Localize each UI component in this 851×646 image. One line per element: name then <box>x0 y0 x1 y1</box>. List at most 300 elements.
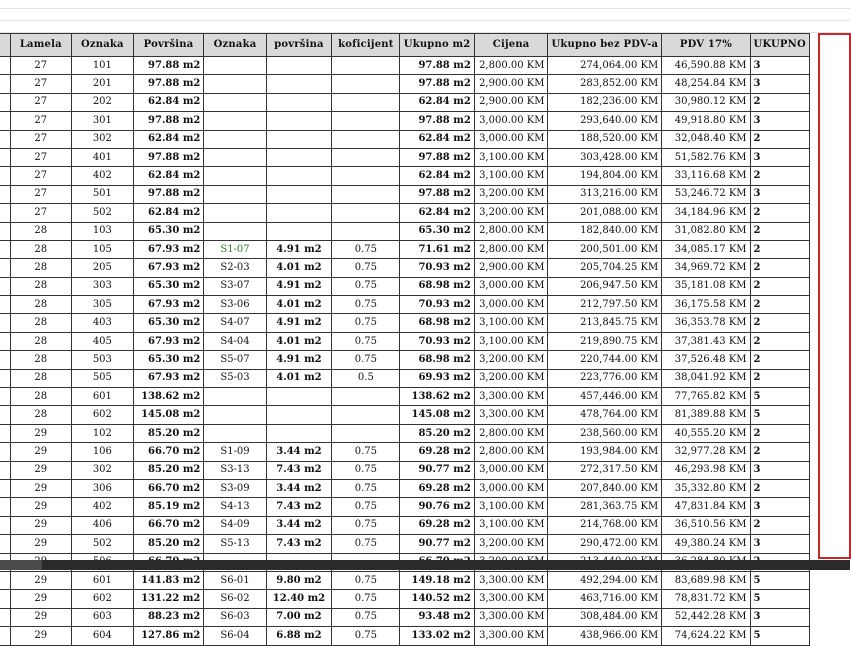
cell-ukupno-bez-pdv[interactable]: 200,501.00 KM <box>548 240 662 258</box>
cell-ukupno[interactable]: 2 <box>750 240 809 258</box>
cell-koficijent[interactable] <box>332 112 400 130</box>
cell-pdv[interactable]: 40,555.20 KM <box>662 424 750 442</box>
cell-povrsina-ostava[interactable] <box>266 93 332 111</box>
cell-ukupno[interactable]: 2 <box>750 424 809 442</box>
header-stan[interactable] <box>0 34 10 57</box>
cell-ukupno[interactable]: 2 <box>750 314 809 332</box>
header-ukupno[interactable]: UKUPNO <box>750 34 809 57</box>
cell-oznaka-ostava[interactable]: S6-03 <box>204 608 266 626</box>
cell-oznaka[interactable]: 602 <box>71 406 133 424</box>
cell-stan[interactable] <box>0 608 10 626</box>
cell-oznaka-ostava[interactable]: S6-02 <box>204 590 266 608</box>
cell-koficijent[interactable]: 0.75 <box>332 479 400 497</box>
cell-koficijent[interactable]: 0.75 <box>332 277 400 295</box>
cell-cijena[interactable]: 3,000.00 KM <box>474 130 548 148</box>
cell-ukupno-bez-pdv[interactable]: 272,317.50 KM <box>548 461 662 479</box>
cell-stan[interactable] <box>0 240 10 258</box>
cell-oznaka[interactable]: 601 <box>71 571 133 589</box>
cell-lamela[interactable]: 28 <box>10 314 71 332</box>
cell-ukupno-bez-pdv[interactable]: 213,845.75 KM <box>548 314 662 332</box>
cell-stan[interactable] <box>0 314 10 332</box>
cell-pdv[interactable]: 36,175.58 KM <box>662 296 750 314</box>
cell-pdv[interactable]: 46,293.98 KM <box>662 461 750 479</box>
cell-lamela[interactable]: 27 <box>10 185 71 203</box>
cell-povrsina[interactable]: 67.93 m2 <box>133 259 204 277</box>
cell-cijena[interactable]: 3,000.00 KM <box>474 296 548 314</box>
cell-oznaka[interactable]: 406 <box>71 516 133 534</box>
cell-ukupno[interactable]: 2 <box>750 259 809 277</box>
cell-povrsina-ostava[interactable] <box>266 406 332 424</box>
cell-ukupno-bez-pdv[interactable]: 478,764.00 KM <box>548 406 662 424</box>
cell-stan[interactable] <box>0 516 10 534</box>
cell-stan[interactable] <box>0 332 10 350</box>
cell-povrsina[interactable]: 97.88 m2 <box>133 148 204 166</box>
cell-cijena[interactable]: 3,300.00 KM <box>474 406 548 424</box>
cell-povrsina-ostava[interactable] <box>266 112 332 130</box>
cell-ukupno-m2[interactable]: 149.18 m2 <box>400 571 474 589</box>
cell-lamela[interactable]: 27 <box>10 130 71 148</box>
cell-lamela[interactable]: 28 <box>10 240 71 258</box>
cell-oznaka-ostava[interactable] <box>204 148 266 166</box>
cell-lamela[interactable]: 27 <box>10 167 71 185</box>
cell-povrsina-ostava[interactable]: 4.91 m2 <box>266 277 332 295</box>
cell-povrsina[interactable]: 85.20 m2 <box>133 424 204 442</box>
cell-ukupno[interactable]: 2 <box>750 93 809 111</box>
cell-oznaka-ostava[interactable]: S5-07 <box>204 351 266 369</box>
cell-ukupno-m2[interactable]: 71.61 m2 <box>400 240 474 258</box>
cell-ukupno[interactable]: 5 <box>750 627 809 645</box>
cell-stan[interactable] <box>0 185 10 203</box>
cell-ukupno-bez-pdv[interactable]: 182,236.00 KM <box>548 93 662 111</box>
cell-pdv[interactable]: 32,048.40 KM <box>662 130 750 148</box>
cell-lamela[interactable]: 28 <box>10 277 71 295</box>
cell-ukupno-m2[interactable]: 62.84 m2 <box>400 167 474 185</box>
cell-cijena[interactable]: 3,100.00 KM <box>474 167 548 185</box>
cell-lamela[interactable]: 28 <box>10 369 71 387</box>
cell-oznaka-ostava[interactable] <box>204 406 266 424</box>
cell-lamela[interactable]: 29 <box>10 461 71 479</box>
cell-povrsina-ostava[interactable]: 3.44 m2 <box>266 443 332 461</box>
cell-povrsina[interactable]: 97.88 m2 <box>133 185 204 203</box>
cell-ukupno-bez-pdv[interactable]: 182,840.00 KM <box>548 222 662 240</box>
cell-povrsina[interactable]: 97.88 m2 <box>133 112 204 130</box>
cell-ukupno-m2[interactable]: 69.28 m2 <box>400 516 474 534</box>
cell-oznaka[interactable]: 205 <box>71 259 133 277</box>
cell-koficijent[interactable]: 0.75 <box>332 498 400 516</box>
cell-lamela[interactable]: 29 <box>10 479 71 497</box>
cell-oznaka[interactable]: 502 <box>71 204 133 222</box>
cell-ukupno-m2[interactable]: 85.20 m2 <box>400 424 474 442</box>
cell-oznaka[interactable]: 201 <box>71 75 133 93</box>
cell-stan[interactable] <box>0 351 10 369</box>
cell-cijena[interactable]: 3,000.00 KM <box>474 479 548 497</box>
cell-pdv[interactable]: 33,116.68 KM <box>662 167 750 185</box>
cell-cijena[interactable]: 3,100.00 KM <box>474 332 548 350</box>
cell-stan[interactable] <box>0 259 10 277</box>
cell-povrsina[interactable]: 62.84 m2 <box>133 93 204 111</box>
cell-povrsina[interactable]: 88.23 m2 <box>133 608 204 626</box>
cell-pdv[interactable]: 53,246.72 KM <box>662 185 750 203</box>
cell-pdv[interactable]: 34,969.72 KM <box>662 259 750 277</box>
cell-oznaka[interactable]: 303 <box>71 277 133 295</box>
cell-lamela[interactable]: 28 <box>10 296 71 314</box>
cell-lamela[interactable]: 27 <box>10 204 71 222</box>
cell-stan[interactable] <box>0 424 10 442</box>
cell-oznaka[interactable]: 601 <box>71 388 133 406</box>
cell-cijena[interactable]: 3,300.00 KM <box>474 627 548 645</box>
cell-ukupno-m2[interactable]: 65.30 m2 <box>400 222 474 240</box>
cell-povrsina[interactable]: 65.30 m2 <box>133 351 204 369</box>
cell-oznaka-ostava[interactable] <box>204 130 266 148</box>
cell-ukupno[interactable]: 5 <box>750 590 809 608</box>
cell-stan[interactable] <box>0 204 10 222</box>
cell-cijena[interactable]: 3,300.00 KM <box>474 608 548 626</box>
cell-oznaka-ostava[interactable] <box>204 185 266 203</box>
cell-koficijent[interactable]: 0.75 <box>332 571 400 589</box>
cell-povrsina-ostava[interactable]: 7.43 m2 <box>266 535 332 553</box>
cell-pdv[interactable]: 31,082.80 KM <box>662 222 750 240</box>
cell-cijena[interactable]: 3,000.00 KM <box>474 277 548 295</box>
cell-ukupno-m2[interactable]: 69.93 m2 <box>400 369 474 387</box>
cell-ukupno-m2[interactable]: 97.88 m2 <box>400 112 474 130</box>
cell-oznaka-ostava[interactable]: S6-01 <box>204 571 266 589</box>
cell-cijena[interactable]: 3,200.00 KM <box>474 351 548 369</box>
cell-povrsina[interactable]: 97.88 m2 <box>133 57 204 75</box>
cell-ukupno-m2[interactable]: 145.08 m2 <box>400 406 474 424</box>
cell-koficijent[interactable]: 0.75 <box>332 259 400 277</box>
cell-oznaka-ostava[interactable] <box>204 388 266 406</box>
cell-ukupno-bez-pdv[interactable]: 293,640.00 KM <box>548 112 662 130</box>
cell-pdv[interactable]: 38,041.92 KM <box>662 369 750 387</box>
cell-ukupno-bez-pdv[interactable]: 220,744.00 KM <box>548 351 662 369</box>
cell-ukupno-m2[interactable]: 68.98 m2 <box>400 277 474 295</box>
cell-povrsina-ostava[interactable] <box>266 185 332 203</box>
cell-ukupno[interactable]: 2 <box>750 204 809 222</box>
cell-pdv[interactable]: 51,582.76 KM <box>662 148 750 166</box>
cell-pdv[interactable]: 81,389.88 KM <box>662 406 750 424</box>
cell-pdv[interactable]: 78,831.72 KM <box>662 590 750 608</box>
cell-pdv[interactable]: 35,181.08 KM <box>662 277 750 295</box>
cell-pdv[interactable]: 74,624.22 KM <box>662 627 750 645</box>
cell-ukupno-m2[interactable]: 97.88 m2 <box>400 57 474 75</box>
cell-povrsina[interactable]: 65.30 m2 <box>133 277 204 295</box>
cell-lamela[interactable]: 27 <box>10 148 71 166</box>
cell-cijena[interactable]: 3,000.00 KM <box>474 112 548 130</box>
cell-koficijent[interactable]: 0.75 <box>332 314 400 332</box>
cell-ukupno-bez-pdv[interactable]: 274,064.00 KM <box>548 57 662 75</box>
header-ukupno-bez-pdv[interactable]: Ukupno bez PDV-a <box>548 34 662 57</box>
cell-oznaka[interactable]: 101 <box>71 57 133 75</box>
cell-povrsina[interactable]: 145.08 m2 <box>133 406 204 424</box>
cell-pdv[interactable]: 35,332.80 KM <box>662 479 750 497</box>
cell-ukupno-bez-pdv[interactable]: 303,428.00 KM <box>548 148 662 166</box>
cell-cijena[interactable]: 3,300.00 KM <box>474 571 548 589</box>
cell-povrsina-ostava[interactable]: 4.01 m2 <box>266 332 332 350</box>
cell-oznaka-ostava[interactable] <box>204 57 266 75</box>
cell-povrsina[interactable]: 62.84 m2 <box>133 167 204 185</box>
cell-oznaka[interactable]: 405 <box>71 332 133 350</box>
cell-povrsina-ostava[interactable]: 4.91 m2 <box>266 351 332 369</box>
cell-stan[interactable] <box>0 590 10 608</box>
cell-oznaka[interactable]: 403 <box>71 314 133 332</box>
cell-koficijent[interactable]: 0.75 <box>332 516 400 534</box>
cell-ukupno-m2[interactable]: 69.28 m2 <box>400 479 474 497</box>
cell-povrsina-ostava[interactable]: 12.40 m2 <box>266 590 332 608</box>
cell-povrsina-ostava[interactable] <box>266 204 332 222</box>
cell-oznaka[interactable]: 105 <box>71 240 133 258</box>
cell-oznaka-ostava[interactable] <box>204 222 266 240</box>
cell-ukupno-bez-pdv[interactable]: 188,520.00 KM <box>548 130 662 148</box>
cell-povrsina-ostava[interactable] <box>266 424 332 442</box>
cell-stan[interactable] <box>0 148 10 166</box>
cell-ukupno[interactable]: 5 <box>750 571 809 589</box>
cell-koficijent[interactable] <box>332 388 400 406</box>
cell-ukupno-m2[interactable]: 90.77 m2 <box>400 461 474 479</box>
header-pdv[interactable]: PDV 17% <box>662 34 750 57</box>
cell-ukupno-bez-pdv[interactable]: 281,363.75 KM <box>548 498 662 516</box>
cell-povrsina[interactable]: 141.83 m2 <box>133 571 204 589</box>
cell-ukupno[interactable]: 2 <box>750 516 809 534</box>
cell-povrsina-ostava[interactable]: 4.91 m2 <box>266 314 332 332</box>
cell-oznaka-ostava[interactable]: S1-09 <box>204 443 266 461</box>
cell-oznaka-ostava[interactable]: S4-09 <box>204 516 266 534</box>
cell-povrsina[interactable]: 85.20 m2 <box>133 535 204 553</box>
cell-lamela[interactable]: 29 <box>10 516 71 534</box>
cell-lamela[interactable]: 29 <box>10 424 71 442</box>
cell-stan[interactable] <box>0 571 10 589</box>
cell-koficijent[interactable] <box>332 57 400 75</box>
cell-koficijent[interactable] <box>332 424 400 442</box>
cell-ukupno-bez-pdv[interactable]: 283,852.00 KM <box>548 75 662 93</box>
cell-stan[interactable] <box>0 112 10 130</box>
sheet-tab[interactable] <box>0 560 42 570</box>
cell-koficijent[interactable] <box>332 222 400 240</box>
cell-ukupno[interactable]: 2 <box>750 277 809 295</box>
cell-ukupno-m2[interactable]: 97.88 m2 <box>400 185 474 203</box>
cell-pdv[interactable]: 83,689.98 KM <box>662 571 750 589</box>
cell-ukupno-bez-pdv[interactable]: 212,797.50 KM <box>548 296 662 314</box>
cell-cijena[interactable]: 3,000.00 KM <box>474 461 548 479</box>
cell-oznaka-ostava[interactable] <box>204 167 266 185</box>
cell-koficijent[interactable] <box>332 93 400 111</box>
cell-lamela[interactable]: 29 <box>10 443 71 461</box>
cell-povrsina-ostava[interactable] <box>266 222 332 240</box>
header-ukupno-m2[interactable]: Ukupno m2 <box>400 34 474 57</box>
cell-oznaka[interactable]: 505 <box>71 369 133 387</box>
cell-povrsina-ostava[interactable] <box>266 388 332 406</box>
cell-ukupno-bez-pdv[interactable]: 201,088.00 KM <box>548 204 662 222</box>
cell-povrsina[interactable]: 127.86 m2 <box>133 627 204 645</box>
cell-lamela[interactable]: 28 <box>10 222 71 240</box>
cell-ukupno-m2[interactable]: 140.52 m2 <box>400 590 474 608</box>
cell-cijena[interactable]: 3,200.00 KM <box>474 535 548 553</box>
cell-povrsina[interactable]: 66.70 m2 <box>133 443 204 461</box>
cell-koficijent[interactable] <box>332 75 400 93</box>
cell-povrsina-ostava[interactable]: 4.91 m2 <box>266 240 332 258</box>
cell-koficijent[interactable] <box>332 148 400 166</box>
cell-povrsina[interactable]: 62.84 m2 <box>133 130 204 148</box>
cell-ukupno-bez-pdv[interactable]: 492,294.00 KM <box>548 571 662 589</box>
cell-ukupno-m2[interactable]: 90.77 m2 <box>400 535 474 553</box>
cell-ukupno-bez-pdv[interactable]: 219,890.75 KM <box>548 332 662 350</box>
cell-koficijent[interactable] <box>332 406 400 424</box>
cell-stan[interactable] <box>0 167 10 185</box>
cell-lamela[interactable]: 27 <box>10 75 71 93</box>
cell-ukupno[interactable]: 3 <box>750 112 809 130</box>
cell-ukupno[interactable]: 3 <box>750 498 809 516</box>
cell-lamela[interactable]: 29 <box>10 571 71 589</box>
cell-ukupno-bez-pdv[interactable]: 205,704.25 KM <box>548 259 662 277</box>
cell-oznaka[interactable]: 502 <box>71 535 133 553</box>
cell-ukupno-bez-pdv[interactable]: 206,947.50 KM <box>548 277 662 295</box>
cell-povrsina[interactable]: 66.70 m2 <box>133 479 204 497</box>
cell-cijena[interactable]: 3,100.00 KM <box>474 498 548 516</box>
cell-lamela[interactable]: 28 <box>10 351 71 369</box>
cell-povrsina-ostava[interactable]: 4.01 m2 <box>266 296 332 314</box>
cell-pdv[interactable]: 48,254.84 KM <box>662 75 750 93</box>
cell-stan[interactable] <box>0 388 10 406</box>
cell-lamela[interactable]: 29 <box>10 608 71 626</box>
cell-ukupno-bez-pdv[interactable]: 238,560.00 KM <box>548 424 662 442</box>
cell-ukupno-m2[interactable]: 90.76 m2 <box>400 498 474 516</box>
header-povrsina-2[interactable]: površina <box>266 34 332 57</box>
cell-ukupno-m2[interactable]: 70.93 m2 <box>400 296 474 314</box>
cell-ukupno[interactable]: 2 <box>750 167 809 185</box>
cell-povrsina-ostava[interactable]: 4.01 m2 <box>266 259 332 277</box>
header-oznaka[interactable]: Oznaka <box>71 34 133 57</box>
cell-ukupno-m2[interactable]: 69.28 m2 <box>400 443 474 461</box>
cell-povrsina[interactable]: 65.30 m2 <box>133 222 204 240</box>
cell-cijena[interactable]: 2,900.00 KM <box>474 259 548 277</box>
cell-ukupno[interactable]: 2 <box>750 443 809 461</box>
cell-povrsina[interactable]: 65.30 m2 <box>133 314 204 332</box>
cell-stan[interactable] <box>0 479 10 497</box>
cell-oznaka[interactable]: 103 <box>71 222 133 240</box>
cell-ukupno-bez-pdv[interactable]: 438,966.00 KM <box>548 627 662 645</box>
cell-oznaka-ostava[interactable]: S2-03 <box>204 259 266 277</box>
cell-oznaka-ostava[interactable]: S4-04 <box>204 332 266 350</box>
cell-lamela[interactable]: 28 <box>10 388 71 406</box>
cell-oznaka[interactable]: 604 <box>71 627 133 645</box>
cell-ukupno[interactable]: 2 <box>750 296 809 314</box>
cell-ukupno[interactable]: 2 <box>750 130 809 148</box>
cell-ukupno-bez-pdv[interactable]: 194,804.00 KM <box>548 167 662 185</box>
cell-ukupno-m2[interactable]: 93.48 m2 <box>400 608 474 626</box>
cell-cijena[interactable]: 3,300.00 KM <box>474 590 548 608</box>
cell-povrsina-ostava[interactable] <box>266 75 332 93</box>
cell-oznaka-ostava[interactable] <box>204 424 266 442</box>
cell-koficijent[interactable] <box>332 185 400 203</box>
cell-oznaka-ostava[interactable]: S1-07 <box>204 240 266 258</box>
cell-ukupno-m2[interactable]: 62.84 m2 <box>400 93 474 111</box>
cell-lamela[interactable]: 29 <box>10 627 71 645</box>
cell-oznaka-ostava[interactable]: S5-13 <box>204 535 266 553</box>
cell-povrsina-ostava[interactable]: 7.43 m2 <box>266 461 332 479</box>
header-cijena[interactable]: Cijena <box>474 34 548 57</box>
cell-ukupno-m2[interactable]: 68.98 m2 <box>400 314 474 332</box>
cell-ukupno[interactable]: 3 <box>750 185 809 203</box>
cell-cijena[interactable]: 2,800.00 KM <box>474 57 548 75</box>
cell-oznaka[interactable]: 602 <box>71 590 133 608</box>
cell-ukupno-m2[interactable]: 70.93 m2 <box>400 259 474 277</box>
cell-oznaka[interactable]: 302 <box>71 461 133 479</box>
cell-ukupno-m2[interactable]: 62.84 m2 <box>400 204 474 222</box>
cell-oznaka[interactable]: 102 <box>71 424 133 442</box>
cell-oznaka[interactable]: 401 <box>71 148 133 166</box>
cell-povrsina[interactable]: 67.93 m2 <box>133 240 204 258</box>
cell-ukupno[interactable]: 2 <box>750 369 809 387</box>
cell-ukupno-bez-pdv[interactable]: 207,840.00 KM <box>548 479 662 497</box>
cell-stan[interactable] <box>0 93 10 111</box>
cell-lamela[interactable]: 29 <box>10 590 71 608</box>
cell-povrsina[interactable]: 67.93 m2 <box>133 369 204 387</box>
cell-cijena[interactable]: 3,100.00 KM <box>474 148 548 166</box>
cell-povrsina[interactable]: 67.93 m2 <box>133 296 204 314</box>
cell-pdv[interactable]: 52,442.28 KM <box>662 608 750 626</box>
cell-lamela[interactable]: 29 <box>10 535 71 553</box>
cell-ukupno[interactable]: 5 <box>750 406 809 424</box>
cell-ukupno[interactable]: 2 <box>750 222 809 240</box>
cell-ukupno-m2[interactable]: 97.88 m2 <box>400 148 474 166</box>
sheet-tab-bar[interactable] <box>0 560 850 570</box>
cell-ukupno-bez-pdv[interactable]: 290,472.00 KM <box>548 535 662 553</box>
cell-povrsina-ostava[interactable]: 3.44 m2 <box>266 479 332 497</box>
cell-ukupno-bez-pdv[interactable]: 463,716.00 KM <box>548 590 662 608</box>
cell-povrsina-ostava[interactable] <box>266 130 332 148</box>
cell-lamela[interactable]: 29 <box>10 498 71 516</box>
header-oznaka-2[interactable]: Oznaka <box>204 34 266 57</box>
cell-oznaka-ostava[interactable]: S3-07 <box>204 277 266 295</box>
cell-stan[interactable] <box>0 75 10 93</box>
cell-oznaka[interactable]: 305 <box>71 296 133 314</box>
cell-koficijent[interactable] <box>332 204 400 222</box>
cell-cijena[interactable]: 2,800.00 KM <box>474 240 548 258</box>
cell-pdv[interactable]: 34,184.96 KM <box>662 204 750 222</box>
cell-ukupno[interactable]: 2 <box>750 332 809 350</box>
cell-oznaka[interactable]: 106 <box>71 443 133 461</box>
cell-koficijent[interactable] <box>332 130 400 148</box>
cell-ukupno-m2[interactable]: 68.98 m2 <box>400 351 474 369</box>
cell-stan[interactable] <box>0 498 10 516</box>
cell-koficijent[interactable]: 0.75 <box>332 240 400 258</box>
cell-cijena[interactable]: 3,300.00 KM <box>474 388 548 406</box>
cell-koficijent[interactable]: 0.75 <box>332 351 400 369</box>
cell-ukupno-bez-pdv[interactable]: 214,768.00 KM <box>548 516 662 534</box>
cell-oznaka[interactable]: 503 <box>71 351 133 369</box>
cell-pdv[interactable]: 49,918.80 KM <box>662 112 750 130</box>
cell-koficijent[interactable]: 0.75 <box>332 627 400 645</box>
cell-cijena[interactable]: 2,900.00 KM <box>474 75 548 93</box>
cell-pdv[interactable]: 46,590.88 KM <box>662 57 750 75</box>
cell-ukupno[interactable]: 3 <box>750 608 809 626</box>
cell-oznaka[interactable]: 202 <box>71 93 133 111</box>
cell-koficijent[interactable]: 0.75 <box>332 461 400 479</box>
cell-povrsina-ostava[interactable]: 6.88 m2 <box>266 627 332 645</box>
cell-ukupno-bez-pdv[interactable]: 193,984.00 KM <box>548 443 662 461</box>
header-povrsina[interactable]: Površina <box>133 34 204 57</box>
cell-ukupno-m2[interactable]: 70.93 m2 <box>400 332 474 350</box>
cell-koficijent[interactable]: 0.75 <box>332 608 400 626</box>
cell-povrsina-ostava[interactable]: 9.80 m2 <box>266 571 332 589</box>
cell-povrsina-ostava[interactable] <box>266 167 332 185</box>
cell-oznaka-ostava[interactable] <box>204 112 266 130</box>
cell-pdv[interactable]: 34,085.17 KM <box>662 240 750 258</box>
cell-oznaka-ostava[interactable]: S4-13 <box>204 498 266 516</box>
cell-ukupno[interactable]: 3 <box>750 461 809 479</box>
cell-ukupno-bez-pdv[interactable]: 223,776.00 KM <box>548 369 662 387</box>
cell-oznaka-ostava[interactable] <box>204 75 266 93</box>
cell-koficijent[interactable] <box>332 167 400 185</box>
